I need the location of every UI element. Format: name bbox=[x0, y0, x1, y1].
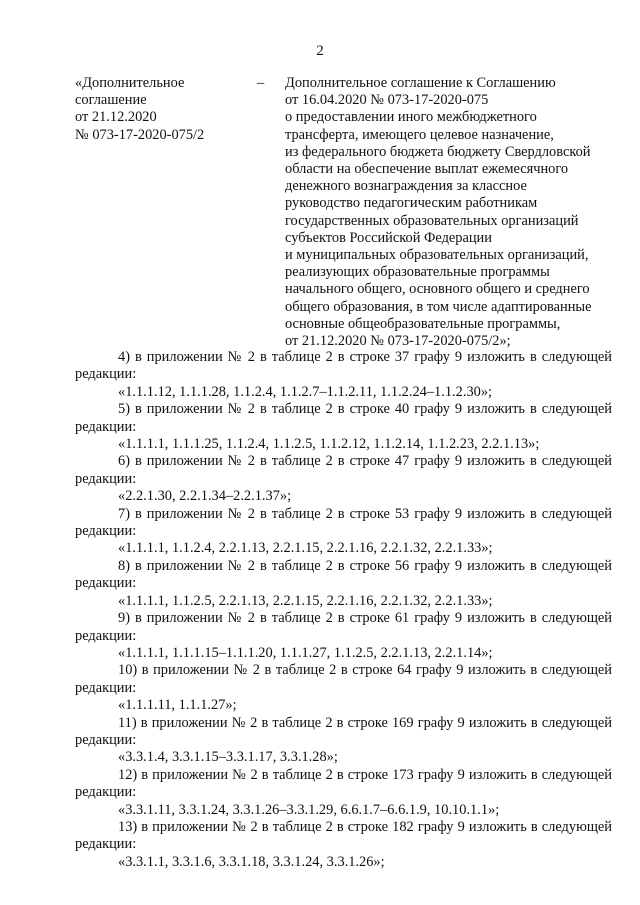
column-value: «1.1.1.1, 1.1.2.5, 2.2.1.13, 2.2.1.15, 2.2.1.16, 2.2.1.32, 2.2.1.33»; bbox=[118, 592, 493, 609]
amendment-item: 8) в приложении № 2 в таблице 2 в строке 56 графу 9 изложить в следующей редакции: bbox=[75, 557, 612, 592]
definition-line: общего образования, в том числе адаптированные bbox=[285, 298, 592, 315]
defined-term-line: «Дополнительное bbox=[75, 75, 185, 91]
column-value: «3.3.1.11, 3.3.1.24, 3.3.1.26–3.3.1.29, 6.6.1.7–6.6.1.9, 10.10.1.1»; bbox=[118, 801, 500, 818]
column-value: «3.3.1.4, 3.3.1.15–3.3.1.17, 3.3.1.28»; bbox=[118, 749, 338, 766]
definition-line: Дополнительное соглашение к Соглашению bbox=[285, 75, 556, 91]
amendment-item: 11) в приложении № 2 в таблице 2 в строке 169 графу 9 изложить в следующей редакции: bbox=[75, 714, 612, 748]
column-value: «1.1.1.1, 1.1.1.15–1.1.1.20, 1.1.1.27, 1.1.2.5, 2.2.1.13, 2.2.1.14»; bbox=[118, 644, 493, 661]
column-value: «1.1.1.12, 1.1.1.28, 1.1.2.4, 1.1.2.7–1.1.2.11, 1.1.2.24–1.1.2.30»; bbox=[118, 383, 493, 400]
amendment-item: 5) в приложении № 2 в таблице 2 в строке 40 графу 9 изложить в следующей редакции: bbox=[75, 401, 612, 435]
definition-line: трансферта, имеющего целевое назначение, bbox=[285, 126, 554, 143]
definition-line: субъектов Российской Федерации bbox=[285, 229, 492, 246]
definition-line: руководство педагогическим работникам bbox=[285, 195, 538, 212]
definition-line: о предоставлении иного межбюджетного bbox=[285, 109, 537, 126]
amendment-item: 7) в приложении № 2 в таблице 2 в строке 53 графу 9 изложить в следующей редакции: bbox=[75, 505, 612, 540]
definition-line: и муниципальных образовательных организаций, bbox=[285, 247, 589, 264]
definition-line: из федерального бюджета бюджету Свердловской bbox=[285, 143, 591, 160]
definition-line: области на обеспечение выплат ежемесячного bbox=[285, 161, 569, 178]
definition-line: основные общеобразовательные программы, bbox=[285, 315, 561, 332]
column-value: «1.1.1.11, 1.1.1.27»; bbox=[118, 697, 237, 714]
page-number: 2 bbox=[316, 43, 324, 59]
defined-term-line: соглашение bbox=[75, 92, 147, 109]
definition-line: государственных образовательных организаций bbox=[285, 212, 579, 229]
column-value: «2.2.1.30, 2.2.1.34–2.2.1.37»; bbox=[118, 488, 292, 505]
amendment-item: 9) в приложении № 2 в таблице 2 в строке 61 графу 9 изложить в следующей редакции: bbox=[75, 610, 612, 644]
defined-term bbox=[75, 75, 250, 144]
column-value: «1.1.1.1, 1.1.1.25, 1.1.2.4, 1.1.2.5, 1.1.2.12, 1.1.2.14, 1.1.2.23, 2.2.1.13»; bbox=[118, 436, 540, 453]
amendment-item: 13) в приложении № 2 в таблице 2 в строке 182 графу 9 изложить в следующей редакции: bbox=[75, 818, 612, 853]
amendment-item: 12) в приложении № 2 в таблице 2 в строке 173 графу 9 изложить в следующей редакции: bbox=[75, 766, 612, 801]
definition-text bbox=[285, 75, 615, 350]
column-value: «1.1.1.1, 1.1.2.4, 2.2.1.13, 2.2.1.15, 2.2.1.16, 2.2.1.32, 2.2.1.33»; bbox=[118, 540, 493, 557]
defined-term-line: от 21.12.2020 bbox=[75, 109, 157, 126]
amendment-items bbox=[75, 349, 612, 871]
defined-term-line: № 073-17-2020-075/2 bbox=[75, 126, 205, 143]
definition-line: от 16.04.2020 № 073-17-2020-075 bbox=[285, 92, 489, 109]
definition-line: денежного вознаграждения за классное bbox=[285, 178, 527, 195]
definition-line: начального общего, основного общего и среднего bbox=[285, 281, 590, 298]
definition-line: реализующих образовательные программы bbox=[285, 264, 550, 281]
definition-dash: – bbox=[257, 75, 265, 91]
amendment-item: 6) в приложении № 2 в таблице 2 в строке 47 графу 9 изложить в следующей редакции: bbox=[75, 453, 612, 487]
definition-line: от 21.12.2020 № 073-17-2020-075/2»; bbox=[285, 333, 511, 350]
amendment-item: 4) в приложении № 2 в таблице 2 в строке 37 графу 9 изложить в следующей редакции: bbox=[75, 349, 612, 383]
column-value: «3.3.1.1, 3.3.1.6, 3.3.1.18, 3.3.1.24, 3.3.1.26»; bbox=[118, 853, 385, 870]
amendment-item: 10) в приложении № 2 в таблице 2 в строке 64 графу 9 изложить в следующей редакции: bbox=[75, 662, 612, 696]
